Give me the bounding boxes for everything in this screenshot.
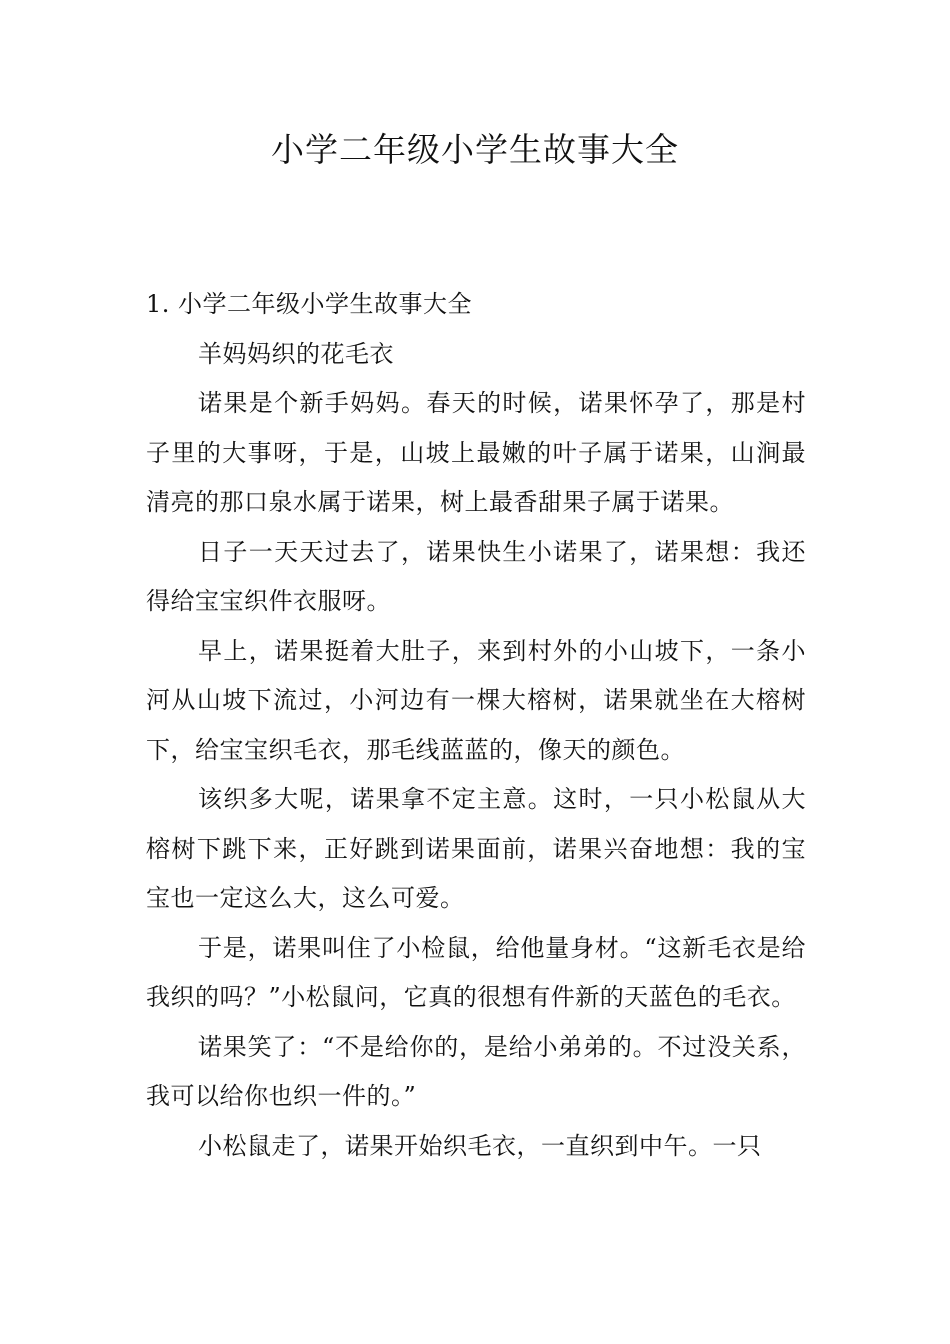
- document-title: 小学二年级小学生故事大全: [271, 130, 679, 169]
- paragraph-1: 诺果是个新手妈妈。春天的时候，诺果怀孕了，那是村子里的大事呀，于是，山坡上最嫩的叶子属于诺果，山涧最清亮的那口泉水属于诺果，树上最香甜果子属于诺果。: [146, 389, 806, 516]
- section-heading: 1. 小学二年级小学生故事大全: [146, 290, 473, 318]
- paragraph-2: 日子一天天过去了，诺果快生小诺果了，诺果想：我还得给宝宝织件衣服呀。: [146, 537, 806, 615]
- paragraph-4: 该织多大呢，诺果拿不定主意。这时，一只小松鼠从大榕树下跳下来，正好跳到诺果面前，诺果兴奋地想：我的宝宝也一定这么大，这么可爱。: [146, 785, 806, 912]
- document-body: [146, 280, 806, 1171]
- story-title: 羊妈妈织的花毛衣: [198, 339, 394, 368]
- paragraph-7: 小松鼠走了，诺果开始织毛衣，一直织到中午。一只: [198, 1131, 762, 1160]
- paragraph-5: 于是，诺果叫住了小检鼠，给他量身材。“这新毛衣是给我织的吗？”小松鼠问，它真的很想有件新的天蓝色的毛衣。: [146, 933, 806, 1011]
- paragraph-3: 早上，诺果挺着大肚子，来到村外的小山坡下，一条小河从山坡下流过，小河边有一棵大榕树，诺果就坐在大榕树下，给宝宝织毛衣，那毛线蓝蓝的，像天的颜色。: [146, 636, 806, 764]
- paragraph-6: 诺果笑了：“不是给你的，是给小弟弟的。不过没关系，我可以给你也织一件的。”: [146, 1032, 806, 1110]
